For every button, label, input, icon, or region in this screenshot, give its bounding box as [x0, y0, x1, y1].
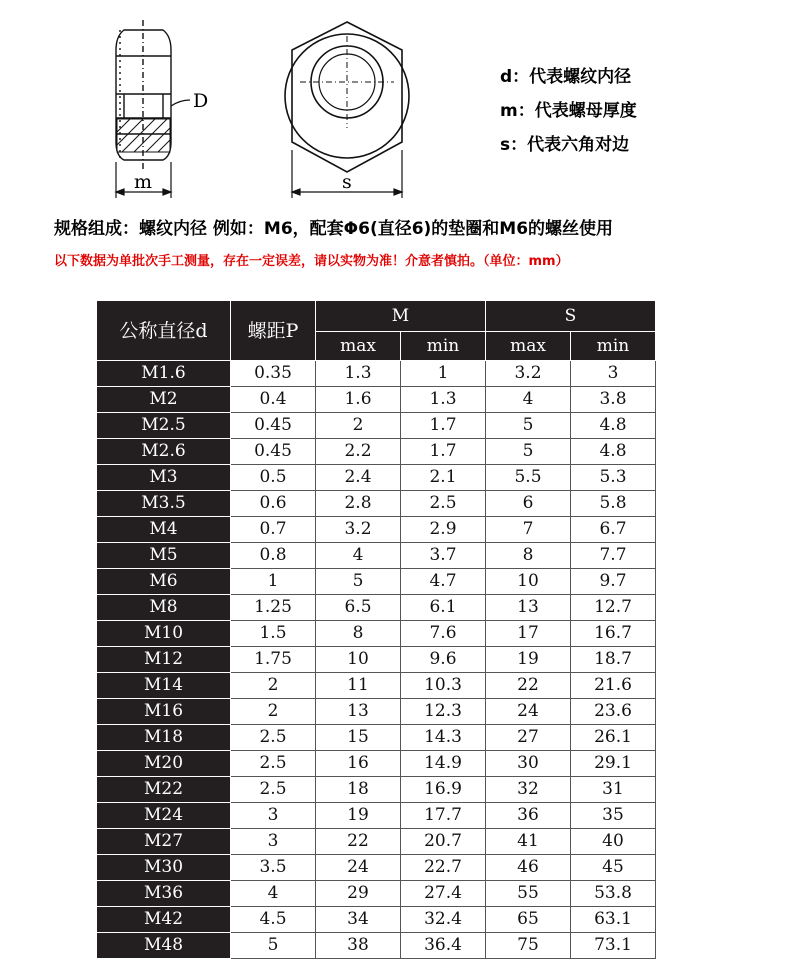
cell-m-min: 4.7 — [401, 569, 486, 595]
cell-s-max: 32 — [486, 777, 571, 803]
cell-nominal-diameter: M18 — [97, 725, 231, 751]
table-row — [97, 569, 656, 595]
table-row — [97, 881, 656, 907]
cell-s-max: 65 — [486, 907, 571, 933]
table-row — [97, 933, 656, 959]
cell-s-max: 5 — [486, 439, 571, 465]
cell-nominal-diameter: M10 — [97, 621, 231, 647]
table-row — [97, 829, 656, 855]
cell-m-max: 2.4 — [316, 465, 401, 491]
nut-side-hatch — [117, 119, 170, 152]
cell-nominal-diameter: M2.5 — [97, 413, 231, 439]
cell-pitch: 0.8 — [231, 543, 316, 569]
nut-drawing-svg — [0, 0, 790, 205]
header-m-group: M — [316, 301, 486, 332]
cell-s-max: 24 — [486, 699, 571, 725]
label-s: s — [342, 171, 352, 193]
cell-m-min: 16.9 — [401, 777, 486, 803]
cell-m-min: 2.9 — [401, 517, 486, 543]
nut-technical-drawing — [0, 0, 790, 205]
legend-m: m：代表螺母厚度 — [500, 101, 637, 121]
cell-s-max: 7 — [486, 517, 571, 543]
cell-s-min: 18.7 — [571, 647, 656, 673]
cell-s-min: 12.7 — [571, 595, 656, 621]
cell-m-max: 4 — [316, 543, 401, 569]
cell-nominal-diameter: M30 — [97, 855, 231, 881]
cell-m-max: 16 — [316, 751, 401, 777]
cell-m-min: 1.7 — [401, 439, 486, 465]
cell-nominal-diameter: M2.6 — [97, 439, 231, 465]
cell-m-min: 2.5 — [401, 491, 486, 517]
cell-pitch: 0.45 — [231, 439, 316, 465]
nut-spec-table — [96, 300, 656, 959]
cell-m-min: 1.3 — [401, 387, 486, 413]
cell-s-min: 31 — [571, 777, 656, 803]
cell-m-max: 38 — [316, 933, 401, 959]
cell-s-max: 17 — [486, 621, 571, 647]
cell-s-max: 10 — [486, 569, 571, 595]
cell-s-max: 3.2 — [486, 361, 571, 387]
cell-s-max: 75 — [486, 933, 571, 959]
cell-nominal-diameter: M4 — [97, 517, 231, 543]
table-row — [97, 803, 656, 829]
cell-m-min: 14.3 — [401, 725, 486, 751]
cell-s-min: 35 — [571, 803, 656, 829]
cell-nominal-diameter: M27 — [97, 829, 231, 855]
cell-s-max: 6 — [486, 491, 571, 517]
table-body — [97, 361, 656, 959]
legend-s: s：代表六角对边 — [500, 135, 630, 155]
nut-front-view — [285, 22, 409, 172]
cell-pitch: 0.45 — [231, 413, 316, 439]
cell-m-min: 10.3 — [401, 673, 486, 699]
cell-m-min: 27.4 — [401, 881, 486, 907]
table-row — [97, 517, 656, 543]
label-m: m — [134, 171, 153, 193]
cell-nominal-diameter: M48 — [97, 933, 231, 959]
cell-s-min: 3 — [571, 361, 656, 387]
cell-s-min: 5.8 — [571, 491, 656, 517]
cell-pitch: 0.5 — [231, 465, 316, 491]
cell-nominal-diameter: M1.6 — [97, 361, 231, 387]
cell-pitch: 0.7 — [231, 517, 316, 543]
cell-m-min: 1.7 — [401, 413, 486, 439]
cell-s-min: 4.8 — [571, 439, 656, 465]
cell-s-max: 55 — [486, 881, 571, 907]
cell-m-min: 36.4 — [401, 933, 486, 959]
cell-pitch: 2.5 — [231, 751, 316, 777]
table-row — [97, 855, 656, 881]
cell-m-max: 22 — [316, 829, 401, 855]
cell-m-min: 2.1 — [401, 465, 486, 491]
cell-pitch: 3 — [231, 803, 316, 829]
cell-s-min: 4.8 — [571, 413, 656, 439]
cell-nominal-diameter: M2 — [97, 387, 231, 413]
cell-nominal-diameter: M42 — [97, 907, 231, 933]
cell-pitch: 2 — [231, 673, 316, 699]
header-s-max: max — [486, 332, 571, 361]
cell-s-min: 7.7 — [571, 543, 656, 569]
cell-s-min: 6.7 — [571, 517, 656, 543]
cell-s-min: 16.7 — [571, 621, 656, 647]
cell-m-max: 24 — [316, 855, 401, 881]
cell-nominal-diameter: M3 — [97, 465, 231, 491]
table-row — [97, 699, 656, 725]
cell-s-min: 21.6 — [571, 673, 656, 699]
cell-s-min: 73.1 — [571, 933, 656, 959]
cell-nominal-diameter: M22 — [97, 777, 231, 803]
cell-m-max: 1.3 — [316, 361, 401, 387]
cell-m-max: 10 — [316, 647, 401, 673]
table-row — [97, 673, 656, 699]
cell-pitch: 3.5 — [231, 855, 316, 881]
cell-m-min: 3.7 — [401, 543, 486, 569]
cell-s-max: 19 — [486, 647, 571, 673]
table-row — [97, 387, 656, 413]
cell-m-min: 14.9 — [401, 751, 486, 777]
cell-m-max: 15 — [316, 725, 401, 751]
table-header — [97, 301, 656, 361]
table-row — [97, 751, 656, 777]
cell-nominal-diameter: M12 — [97, 647, 231, 673]
cell-s-min: 23.6 — [571, 699, 656, 725]
cell-s-max: 5.5 — [486, 465, 571, 491]
cell-m-max: 11 — [316, 673, 401, 699]
cell-s-min: 40 — [571, 829, 656, 855]
cell-pitch: 5 — [231, 933, 316, 959]
header-nominal-diameter: 公称直径d — [97, 301, 231, 361]
cell-m-min: 17.7 — [401, 803, 486, 829]
cell-nominal-diameter: M8 — [97, 595, 231, 621]
spec-composition-text: 规格组成：螺纹内径 例如：M6，配套Φ6(直径6)的垫圈和M6的螺丝使用 — [54, 219, 614, 239]
table-row — [97, 361, 656, 387]
cell-s-min: 26.1 — [571, 725, 656, 751]
cell-nominal-diameter: M16 — [97, 699, 231, 725]
cell-pitch: 1.25 — [231, 595, 316, 621]
table-row — [97, 621, 656, 647]
cell-m-max: 34 — [316, 907, 401, 933]
header-s-group: S — [486, 301, 656, 332]
cell-pitch: 1 — [231, 569, 316, 595]
cell-m-max: 18 — [316, 777, 401, 803]
cell-s-max: 41 — [486, 829, 571, 855]
cell-m-min: 7.6 — [401, 621, 486, 647]
cell-pitch: 0.35 — [231, 361, 316, 387]
cell-s-max: 13 — [486, 595, 571, 621]
cell-s-min: 9.7 — [571, 569, 656, 595]
cell-s-min: 5.3 — [571, 465, 656, 491]
cell-m-max: 6.5 — [316, 595, 401, 621]
table-row — [97, 465, 656, 491]
cell-s-min: 63.1 — [571, 907, 656, 933]
cell-s-min: 53.8 — [571, 881, 656, 907]
header-m-max: max — [316, 332, 401, 361]
cell-m-max: 2.2 — [316, 439, 401, 465]
cell-s-max: 46 — [486, 855, 571, 881]
cell-nominal-diameter: M20 — [97, 751, 231, 777]
cell-m-min: 32.4 — [401, 907, 486, 933]
cell-nominal-diameter: M24 — [97, 803, 231, 829]
cell-m-max: 2.8 — [316, 491, 401, 517]
label-d: D — [193, 90, 209, 112]
cell-s-max: 27 — [486, 725, 571, 751]
legend-d: d：代表螺纹内径 — [500, 67, 632, 87]
cell-m-min: 1 — [401, 361, 486, 387]
cell-nominal-diameter: M6 — [97, 569, 231, 595]
table-row — [97, 413, 656, 439]
cell-nominal-diameter: M36 — [97, 881, 231, 907]
cell-m-max: 2 — [316, 413, 401, 439]
cell-s-min: 45 — [571, 855, 656, 881]
header-m-min: min — [401, 332, 486, 361]
table-row — [97, 439, 656, 465]
cell-nominal-diameter: M3.5 — [97, 491, 231, 517]
cell-m-min: 22.7 — [401, 855, 486, 881]
table-row — [97, 725, 656, 751]
dim-d-leader — [171, 100, 190, 106]
cell-m-max: 5 — [316, 569, 401, 595]
table-row — [97, 543, 656, 569]
cell-m-min: 9.6 — [401, 647, 486, 673]
cell-m-max: 13 — [316, 699, 401, 725]
cell-m-min: 6.1 — [401, 595, 486, 621]
cell-pitch: 0.6 — [231, 491, 316, 517]
cell-pitch: 2.5 — [231, 777, 316, 803]
cell-pitch: 0.4 — [231, 387, 316, 413]
table-row — [97, 907, 656, 933]
cell-s-max: 5 — [486, 413, 571, 439]
cell-m-max: 8 — [316, 621, 401, 647]
cell-nominal-diameter: M14 — [97, 673, 231, 699]
cell-pitch: 4 — [231, 881, 316, 907]
table-row — [97, 647, 656, 673]
cell-pitch: 1.75 — [231, 647, 316, 673]
table-row — [97, 595, 656, 621]
cell-pitch: 2.5 — [231, 725, 316, 751]
cell-s-min: 29.1 — [571, 751, 656, 777]
cell-m-min: 20.7 — [401, 829, 486, 855]
cell-s-max: 22 — [486, 673, 571, 699]
cell-s-max: 4 — [486, 387, 571, 413]
cell-nominal-diameter: M5 — [97, 543, 231, 569]
cell-pitch: 4.5 — [231, 907, 316, 933]
cell-s-max: 30 — [486, 751, 571, 777]
cell-m-max: 19 — [316, 803, 401, 829]
cell-s-min: 3.8 — [571, 387, 656, 413]
cell-pitch: 1.5 — [231, 621, 316, 647]
table-row — [97, 491, 656, 517]
cell-m-max: 1.6 — [316, 387, 401, 413]
header-s-min: min — [571, 332, 656, 361]
cell-m-max: 29 — [316, 881, 401, 907]
header-pitch: 螺距P — [231, 301, 316, 361]
cell-s-max: 36 — [486, 803, 571, 829]
cell-s-max: 8 — [486, 543, 571, 569]
table-row — [97, 777, 656, 803]
measurement-note: 以下数据为单批次手工测量，存在一定误差，请以实物为准！介意者慎拍。（单位：mm） — [54, 254, 569, 269]
cell-m-max: 3.2 — [316, 517, 401, 543]
cell-pitch: 2 — [231, 699, 316, 725]
cell-pitch: 3 — [231, 829, 316, 855]
cell-m-min: 12.3 — [401, 699, 486, 725]
